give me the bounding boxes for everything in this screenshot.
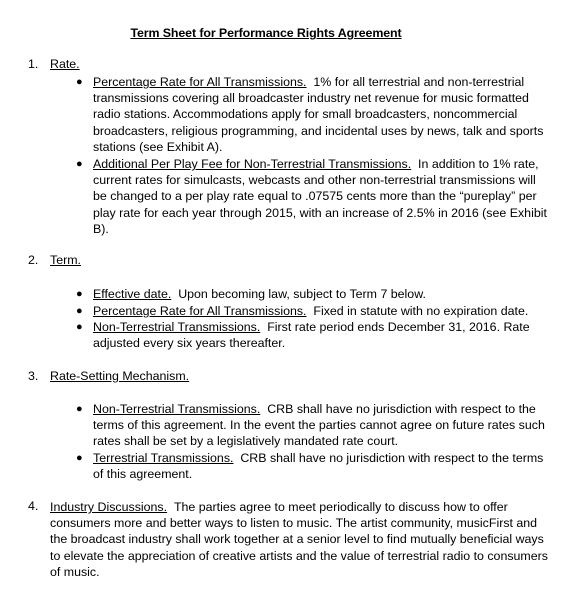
section-heading: Term. (50, 253, 81, 267)
bullet-lead: Percentage Rate for All Transmissions. (93, 75, 307, 89)
bullet-icon: ● (76, 305, 83, 317)
bullet-text (93, 319, 551, 351)
bullet-icon: ● (76, 158, 83, 170)
bullet-icon: ● (76, 403, 83, 415)
section-heading: Rate-Setting Mechanism. (50, 369, 190, 383)
bullet-icon: ● (76, 321, 83, 333)
paragraph-body: The parties agree to meet periodically to discuss how to offer consumers more and better ways to listen to music. The artist community, musicFirst and the broadcast industry shall work together at a senior level to find mutually beneficial ways to elevate the appreciation of creative artists and the value of terrestrial radio to consumers of music. (50, 500, 548, 579)
bullet-lead: Non-Terrestrial Transmissions. (93, 320, 261, 334)
bullet-text (93, 450, 551, 482)
bullet-text (93, 74, 551, 155)
bullet-body: Upon becoming law, subject to Term 7 below. (178, 287, 426, 301)
section-heading: Industry Discussions. (50, 500, 168, 514)
section-number: 4. (28, 499, 39, 513)
bullet-lead: Non-Terrestrial Transmissions. (93, 402, 261, 416)
bullet-lead: Additional Per Play Fee for Non-Terrestrial Transmissions. (93, 157, 412, 171)
section-number: 1. (28, 57, 39, 71)
bullet-body: CRB shall have no jurisdiction with respect to the terms of this agreement. (93, 451, 544, 482)
section-paragraph (50, 499, 550, 580)
document-title: Term Sheet for Performance Rights Agreement (130, 26, 402, 40)
bullet-icon: ● (76, 452, 83, 464)
bullet-body: CRB shall have no jurisdiction with respect to the terms of this agreement. In the event the parties cannot agree on future rates such rates shall be set by a legislatively mandated rate court. (93, 402, 545, 449)
bullet-text (93, 286, 551, 302)
section-number: 3. (28, 369, 39, 383)
section-number: 2. (28, 253, 39, 267)
bullet-body: Fixed in statute with no expiration date. (313, 304, 529, 318)
bullet-text (93, 303, 551, 319)
bullet-text (93, 156, 551, 237)
bullet-body: First rate period ends December 31, 2016. Rate adjusted every six years thereafter. (93, 320, 530, 351)
bullet-body: In addition to 1% rate, current rates for simulcasts, webcasts and other non-terrestrial transmissions will be changed to a per play rate equal to .07575 cents more than the “pureplay” per play rate for each year through 2015, with an increase of 2.5% in 2016 (see Exhibit B). (93, 157, 547, 236)
bullet-text (93, 401, 551, 450)
bullet-lead: Terrestrial Transmissions. (93, 451, 234, 465)
section-heading: Rate. (50, 57, 80, 71)
bullet-icon: ● (76, 76, 83, 88)
bullet-lead: Percentage Rate for All Transmissions. (93, 304, 307, 318)
bullet-body: 1% for all terrestrial and non-terrestrial transmissions covering all broadcaster industry net revenue for music formatted radio stations. Accommodations apply for small broadcasters, noncommercial broadcasters, religious programming, and incidental uses by news, talk and sports stations (see Exhibit A). (93, 75, 544, 154)
bullet-icon: ● (76, 288, 83, 300)
bullet-lead: Effective date. (93, 287, 172, 301)
